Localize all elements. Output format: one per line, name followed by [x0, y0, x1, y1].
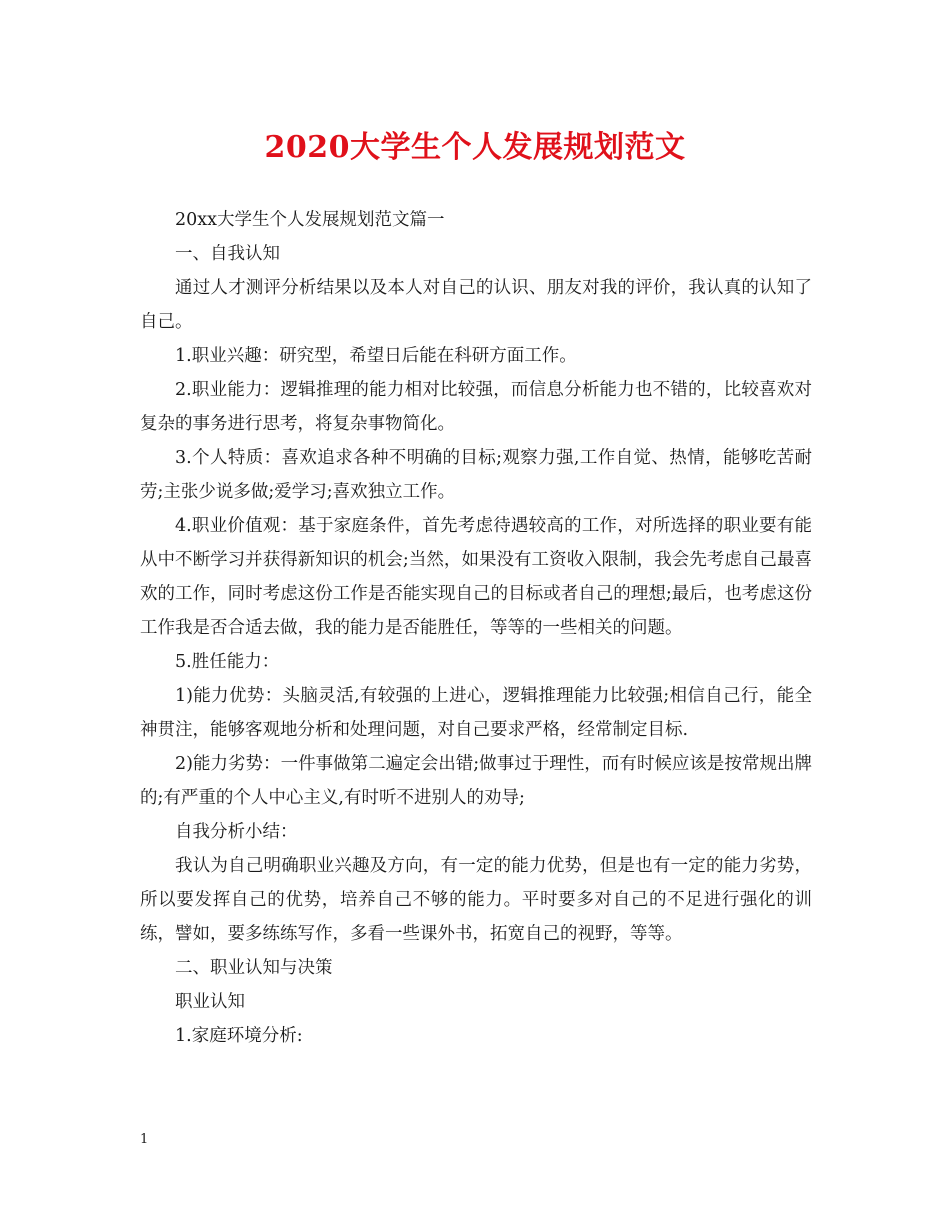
paragraph-section-self-awareness: 一、自我认知 [175, 244, 280, 264]
paragraph-heading-article: 20xx大学生个人发展规划范文篇一 [175, 210, 445, 230]
paragraph-family-environment: 1.家庭环境分析: [175, 1026, 303, 1046]
document-title: 2020大学生个人发展规划范文 [264, 130, 686, 165]
paragraph-career-interest: 1.职业兴趣：研究型，希望日后能在科研方面工作。 [175, 346, 577, 366]
paragraph-self-awareness-intro: 通过人才测评分析结果以及本人对自己的认识、朋友对我的评价，我认真的认知了自己。 [140, 278, 812, 332]
paragraph-ability-weaknesses: 2)能力劣势：一件事做第二遍定会出错;做事过于理性，而有时候应该是按常规出牌的;有严重的个人中心主义,有时听不进别人的劝导; [140, 754, 812, 808]
paragraph-career-values: 4.职业价值观：基于家庭条件，首先考虑待遇较高的工作，对所选择的职业要有能从中不断学习并获得新知识的机会;当然，如果没有工资收入限制，我会先考虑自己最喜欢的工作，同时考虑这份工作是否能实现自己的目标或者自己的理想;最后，也考虑这份工作我是否合适去做，我的能力是否能胜任，等等的一些相关的问题。 [140, 516, 812, 638]
document-body [140, 203, 812, 1053]
page-number: 1 [140, 1132, 149, 1147]
paragraph-career-ability: 2.职业能力：逻辑推理的能力相对比较强，而信息分析能力也不错的，比较喜欢对复杂的事务进行思考，将复杂事物简化。 [140, 380, 812, 434]
paragraph-competency-heading: 5.胜任能力： [175, 652, 280, 672]
paragraph-section-career-decision: 二、职业认知与决策 [175, 958, 333, 978]
paragraph-self-analysis-summary-heading: 自我分析小结： [175, 822, 298, 842]
paragraph-personal-traits: 3.个人特质：喜欢追求各种不明确的目标;观察力强,工作自觉、热情，能够吃苦耐劳;主张少说多做;爱学习;喜欢独立工作。 [140, 448, 812, 502]
paragraph-career-awareness: 职业认知 [175, 992, 245, 1012]
paragraph-self-analysis-summary: 我认为自己明确职业兴趣及方向，有一定的能力优势，但是也有一定的能力劣势，所以要发挥自己的优势，培养自己不够的能力。平时要多对自己的不足进行强化的训练，譬如，要多练练写作，多看一些课外书，拓宽自己的视野，等等。 [140, 856, 812, 944]
paragraph-ability-strengths: 1)能力优势：头脑灵活,有较强的上进心，逻辑推理能力比较强;相信自己行，能全神贯注，能够客观地分析和处理问题，对自己要求严格，经常制定目标. [140, 686, 812, 740]
